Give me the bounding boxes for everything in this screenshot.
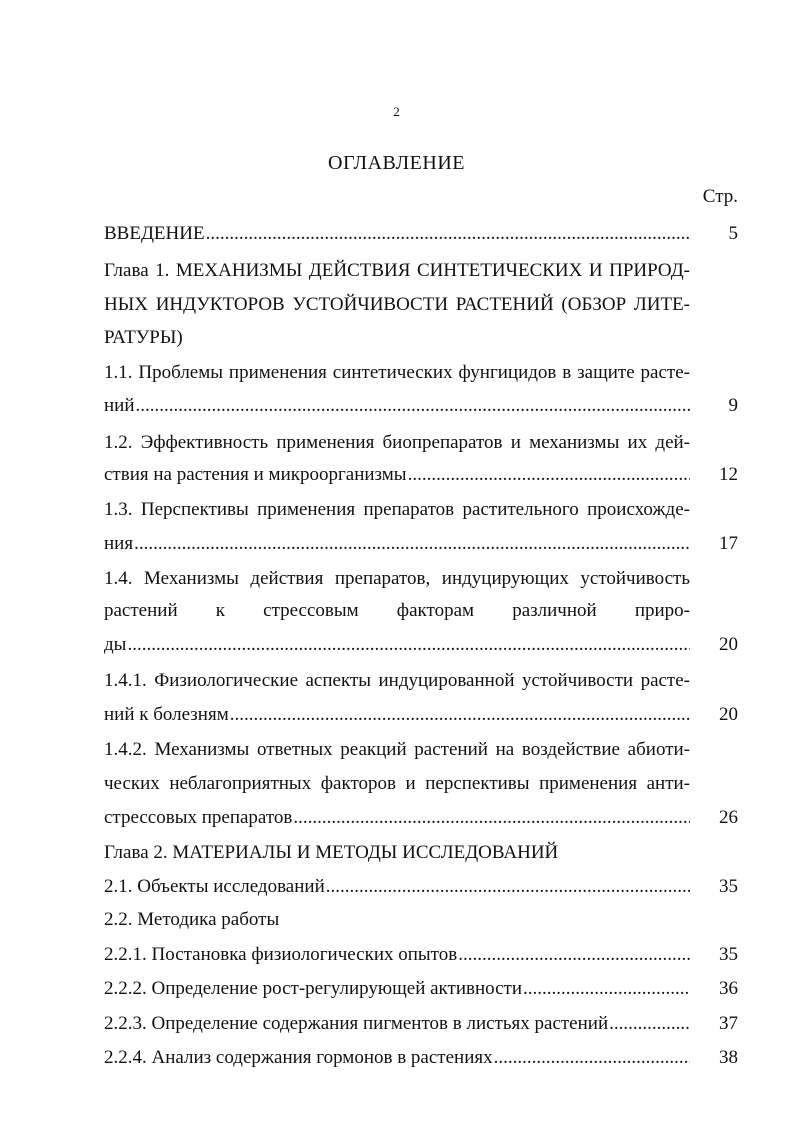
- toc-entry-2-2-2[interactable]: [104, 975, 738, 1003]
- toc-entry-text: 2.2.3. Определение содержания пигментов в листьях растений: [104, 1013, 609, 1034]
- toc-entry-1-4-2-line-1[interactable]: 1.4.2. Механизмы ответных реакций растений на воздействие абиоти-: [104, 739, 690, 760]
- toc-entry-introduction[interactable]: [104, 220, 738, 248]
- dot-leader: [230, 701, 690, 729]
- toc-entry-1-4-1-line-1[interactable]: 1.4.1. Физиологические аспекты индуцированной устойчивости расте-: [104, 670, 690, 691]
- toc-entry-page: 17: [719, 533, 738, 554]
- toc-entry-text: ний к болезням: [104, 704, 229, 725]
- toc-entry-page: 9: [728, 395, 738, 416]
- dot-leader: [136, 392, 690, 420]
- toc-entry-1-4-2-line-2[interactable]: ческих неблагоприятных факторов и перспективы применения анти-: [104, 773, 690, 794]
- toc-entry-2-2-3[interactable]: [104, 1010, 738, 1038]
- toc-entry-text: ствия на растения и микроорганизмы: [104, 464, 407, 485]
- toc-entry-2-1[interactable]: [104, 873, 738, 901]
- toc-entry-1-3-line-1[interactable]: 1.3. Перспективы применения препаратов растительного происхожде-: [104, 499, 690, 520]
- toc-entry-1-1-line-1[interactable]: 1.1. Проблемы применения синтетических фунгицидов в защите расте-: [104, 362, 690, 383]
- dot-leader: [326, 873, 690, 901]
- toc-entry-1-4-line-1[interactable]: 1.4. Механизмы действия препаратов, индуцирующих устойчивость: [104, 568, 690, 589]
- toc-entry-page: 12: [719, 464, 738, 485]
- dot-leader: [134, 530, 690, 558]
- toc-entry-page: 5: [728, 223, 738, 244]
- toc-entry-1-4-line-2[interactable]: растений к стрессовым факторам различной приро-: [104, 600, 690, 621]
- toc-entry-2-2-4[interactable]: [104, 1044, 738, 1072]
- toc-entry-page: 36: [719, 978, 738, 999]
- toc-entry-1-2-line-2[interactable]: [104, 461, 738, 489]
- page-number: 2: [393, 104, 400, 119]
- dot-leader: [206, 220, 690, 248]
- toc-entry-text: 2.2.4. Анализ содержания гормонов в растениях: [104, 1047, 493, 1068]
- toc-entry-page: 35: [719, 876, 738, 897]
- toc-entry-text: 2.2.1. Постановка физиологических опытов: [104, 944, 458, 965]
- toc-entry-page: 20: [719, 634, 738, 655]
- dot-leader: [494, 1044, 690, 1072]
- toc-entry-chapter-1-line-2[interactable]: НЫХ ИНДУКТОРОВ УСТОЙЧИВОСТИ РАСТЕНИЙ (ОБЗОР ЛИТЕ-: [104, 294, 690, 315]
- toc-entry-1-4-1-line-2[interactable]: [104, 701, 738, 729]
- toc-entry-1-2-line-1[interactable]: 1.2. Эффективность применения биопрепаратов и механизмы их дей-: [104, 432, 690, 453]
- dot-leader: [408, 461, 690, 489]
- dot-leader: [458, 941, 690, 969]
- dot-leader: [127, 631, 690, 659]
- toc-entry-2-2-1[interactable]: [104, 941, 738, 969]
- toc-entry-text: ВВЕДЕНИЕ: [104, 223, 205, 244]
- toc-entry-page: 20: [719, 704, 738, 725]
- toc-entry-1-4-line-3[interactable]: [104, 631, 738, 659]
- toc-entry-page: 26: [719, 807, 738, 828]
- page-column-label: Стр.: [702, 186, 738, 207]
- dot-leader: [523, 975, 690, 1003]
- dot-leader: [293, 804, 690, 832]
- toc-entry-page: 35: [719, 944, 738, 965]
- toc-entry-1-3-line-2[interactable]: [104, 530, 738, 558]
- toc-entry-text: 2.1. Объекты исследований: [104, 876, 325, 897]
- toc-entry-page: 37: [719, 1013, 738, 1034]
- toc-entry-1-1-line-2[interactable]: [104, 392, 738, 420]
- toc-entry-chapter-1-line-1[interactable]: Глава 1. МЕХАНИЗМЫ ДЕЙСТВИЯ СИНТЕТИЧЕСКИХ И ПРИРОД-: [104, 260, 690, 281]
- toc-entry-2-2[interactable]: 2.2. Методика работы: [104, 909, 280, 930]
- toc-entry-text: ды: [104, 634, 127, 655]
- toc-entry-chapter-2[interactable]: Глава 2. МАТЕРИАЛЫ И МЕТОДЫ ИССЛЕДОВАНИЙ: [104, 842, 559, 863]
- toc-title: ОГЛАВЛЕНИЕ: [328, 152, 465, 174]
- toc-entry-text: 2.2.2. Определение рост-регулирующей активности: [104, 978, 523, 999]
- toc-entry-text: стрессовых препаратов: [104, 807, 293, 828]
- toc-entry-page: 38: [719, 1047, 738, 1068]
- toc-entry-text: ния: [104, 533, 134, 554]
- dot-leader: [609, 1010, 690, 1038]
- toc-entry-1-4-2-line-3[interactable]: [104, 804, 738, 832]
- toc-entry-chapter-1-line-3[interactable]: РАТУРЫ): [104, 327, 183, 348]
- toc-entry-text: ний: [104, 395, 135, 416]
